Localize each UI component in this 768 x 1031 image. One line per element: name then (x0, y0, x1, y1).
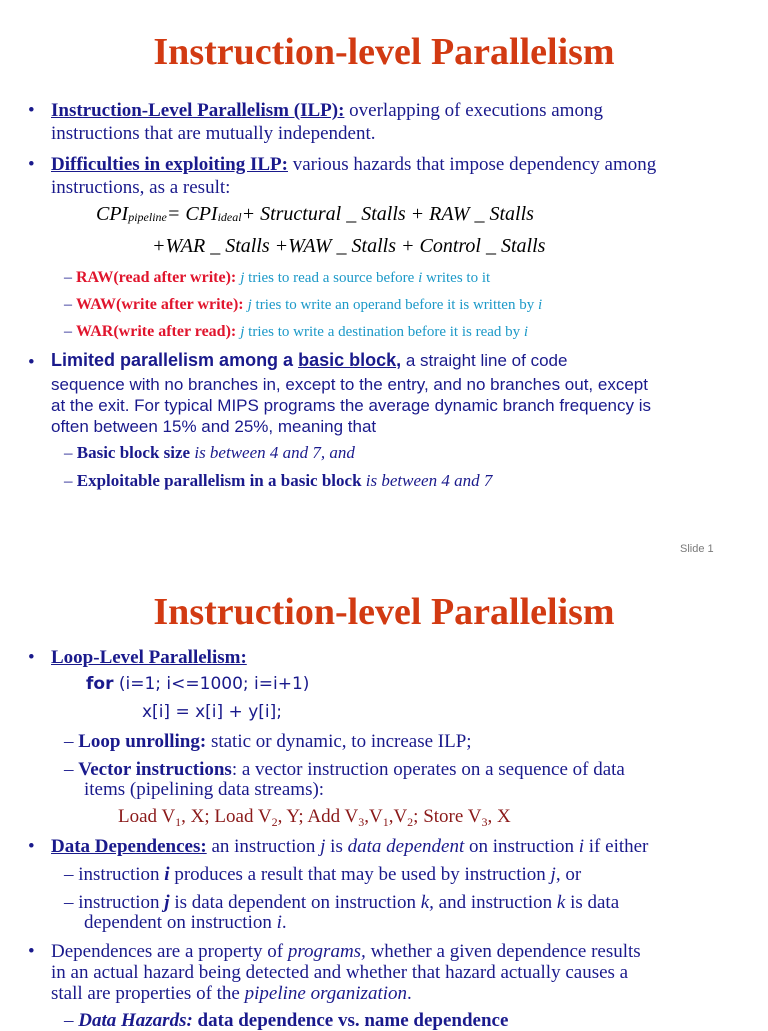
basic-block-text: a straight line of code (401, 351, 568, 370)
dependences-property-cont2: stall are properties of the pipeline organization. (51, 983, 412, 1004)
hazard-war-label: WAR(write after read): (76, 323, 237, 340)
data-hazards-line: – Data Hazards: data dependence vs. name dependence (64, 1010, 509, 1031)
difficulties-term: Difficulties in exploiting ILP: (51, 154, 288, 175)
slide1-title: Instruction-level Parallelism (153, 31, 615, 73)
exploitable-parallelism: – Exploitable parallelism in a basic block is between 4 and 7 (64, 471, 493, 490)
ilp-definition (51, 100, 603, 121)
dep-case2: – instruction j is data dependent on instruction k, and instruction k is data (64, 892, 620, 913)
data-dependences-term: Data Dependences: (51, 836, 207, 857)
vector-text: : a vector instruction operates on a sequence of data (231, 759, 625, 780)
hazard-raw-label: RAW(read after write): (76, 269, 237, 286)
difficulties-text: various hazards that impose dependency among (287, 154, 657, 175)
cpi-equation-line2: +WAR _ Stalls +WAW _ Stalls + Control _ Stalls (152, 235, 546, 257)
bullet-dot: • (28, 352, 35, 373)
dep-case2-cont: dependent on instruction i. (84, 912, 287, 933)
bullet-dot: • (28, 154, 35, 175)
bullet-dot: • (28, 647, 35, 668)
hazard-raw: – RAW(read after write): j tries to read a source before i writes to it (64, 269, 491, 286)
var-j: j (240, 324, 245, 340)
basic-block-term: basic block, (298, 350, 402, 370)
hazard-waw-text: tries to write an operand before it is written by (251, 297, 538, 313)
ilp-definition-cont: instructions that are mutually independent. (51, 123, 376, 144)
bullet-dot: • (28, 100, 35, 121)
dep-case1: – instruction i produces a result that may be used by instruction j, or (64, 864, 582, 885)
hazard-waw: – WAW(write after write): j tries to write an operand before it is written by i (64, 296, 543, 313)
var-j: j (240, 270, 245, 286)
hazard-raw-text: tries to read a source before (244, 270, 419, 286)
loop-unrolling-term: Loop unrolling: (78, 731, 207, 752)
hazard-waw-label: WAW(write after write): (76, 296, 244, 313)
ilp-term: Instruction-Level Parallelism (ILP): (51, 100, 345, 121)
basic-block-size-text: is between 4 and 7, and (190, 443, 355, 462)
vector-instructions: – Vector instructions: a vector instruction operates on a sequence of data (64, 759, 625, 780)
limited-term: Limited parallelism among a (51, 350, 299, 370)
exploitable-text: is between 4 and 7 (361, 471, 493, 490)
code-keyword: for (86, 674, 114, 694)
code-for-line (86, 674, 309, 694)
code-header: (i=1; i<=1000; i=i+1) (113, 674, 310, 694)
var-i: i (523, 324, 529, 340)
hazard-raw-end: writes to it (422, 270, 491, 286)
dependences-property-cont1: in an actual hazard being detected and whether that hazard actually causes a (51, 962, 629, 983)
cpi-equation-line1 (96, 203, 534, 226)
vector-term: Vector instructions (78, 759, 232, 780)
cpi-pipeline-sub: pipeline (128, 210, 167, 224)
vector-sequence: Load $V_1$, X; Load $V_2$, Y; Add $V_3,V_1,V_2$; Store $V_3$, X (118, 806, 511, 829)
loop-level-term: Loop-Level Parallelism: (51, 647, 247, 668)
slide-number: Slide 1 (680, 543, 714, 555)
var-i: i (418, 270, 423, 286)
basic-block-cont2: at the exit. For typical MIPS programs the average dynamic branch frequency is (51, 396, 651, 415)
data-hazards-term: Data Hazards: (78, 1010, 193, 1031)
basic-block-line (51, 350, 567, 371)
loop-unrolling: – Loop unrolling: static or dynamic, to increase ILP; (64, 731, 472, 752)
vector-cont: items (pipelining data streams): (84, 779, 325, 800)
data-hazards-text: data dependence vs. name dependence (192, 1010, 509, 1031)
data-dependences: Data Dependences: an instruction j is data dependent on instruction i if either (51, 836, 649, 857)
ilp-text: overlapping of executions among (344, 100, 603, 121)
basic-block-size-term: Basic block size (76, 443, 191, 462)
hazard-war: – WAR(write after read): j tries to write a destination before it is read by i (64, 323, 529, 340)
loop-unrolling-text: static or dynamic, to increase ILP; (206, 731, 472, 752)
cpi-ideal-sub: ideal (217, 210, 242, 224)
basic-block-cont1: sequence with no branches in, except to the entry, and no branches out, except (51, 375, 648, 394)
slide2-title: Instruction-level Parallelism (153, 591, 615, 633)
cpi-symbol: CPI (96, 203, 129, 225)
var-j: j (247, 297, 252, 313)
difficulties-cont: instructions, as a result: (51, 177, 231, 198)
cpi-rest: + Structural _ Stalls + RAW _ Stalls (241, 203, 534, 225)
bullet-dot: • (28, 941, 35, 962)
var-i: i (537, 297, 543, 313)
basic-block-cont3: often between 15% and 25%, meaning that (51, 417, 377, 436)
code-body-line: x[i] = x[i] + y[i]; (142, 702, 282, 722)
loop-level-line (51, 647, 247, 668)
cpi-equals: = CPI (166, 203, 218, 225)
exploitable-term: Exploitable parallelism in a basic block (76, 471, 362, 490)
difficulties-line (51, 154, 656, 175)
basic-block-size: – Basic block size is between 4 and 7, and (64, 443, 355, 462)
bullet-dot: • (28, 836, 35, 857)
hazard-war-text: tries to write a destination before it is read by (244, 324, 524, 340)
dependences-property: Dependences are a property of programs, whether a given dependence results (51, 941, 641, 962)
